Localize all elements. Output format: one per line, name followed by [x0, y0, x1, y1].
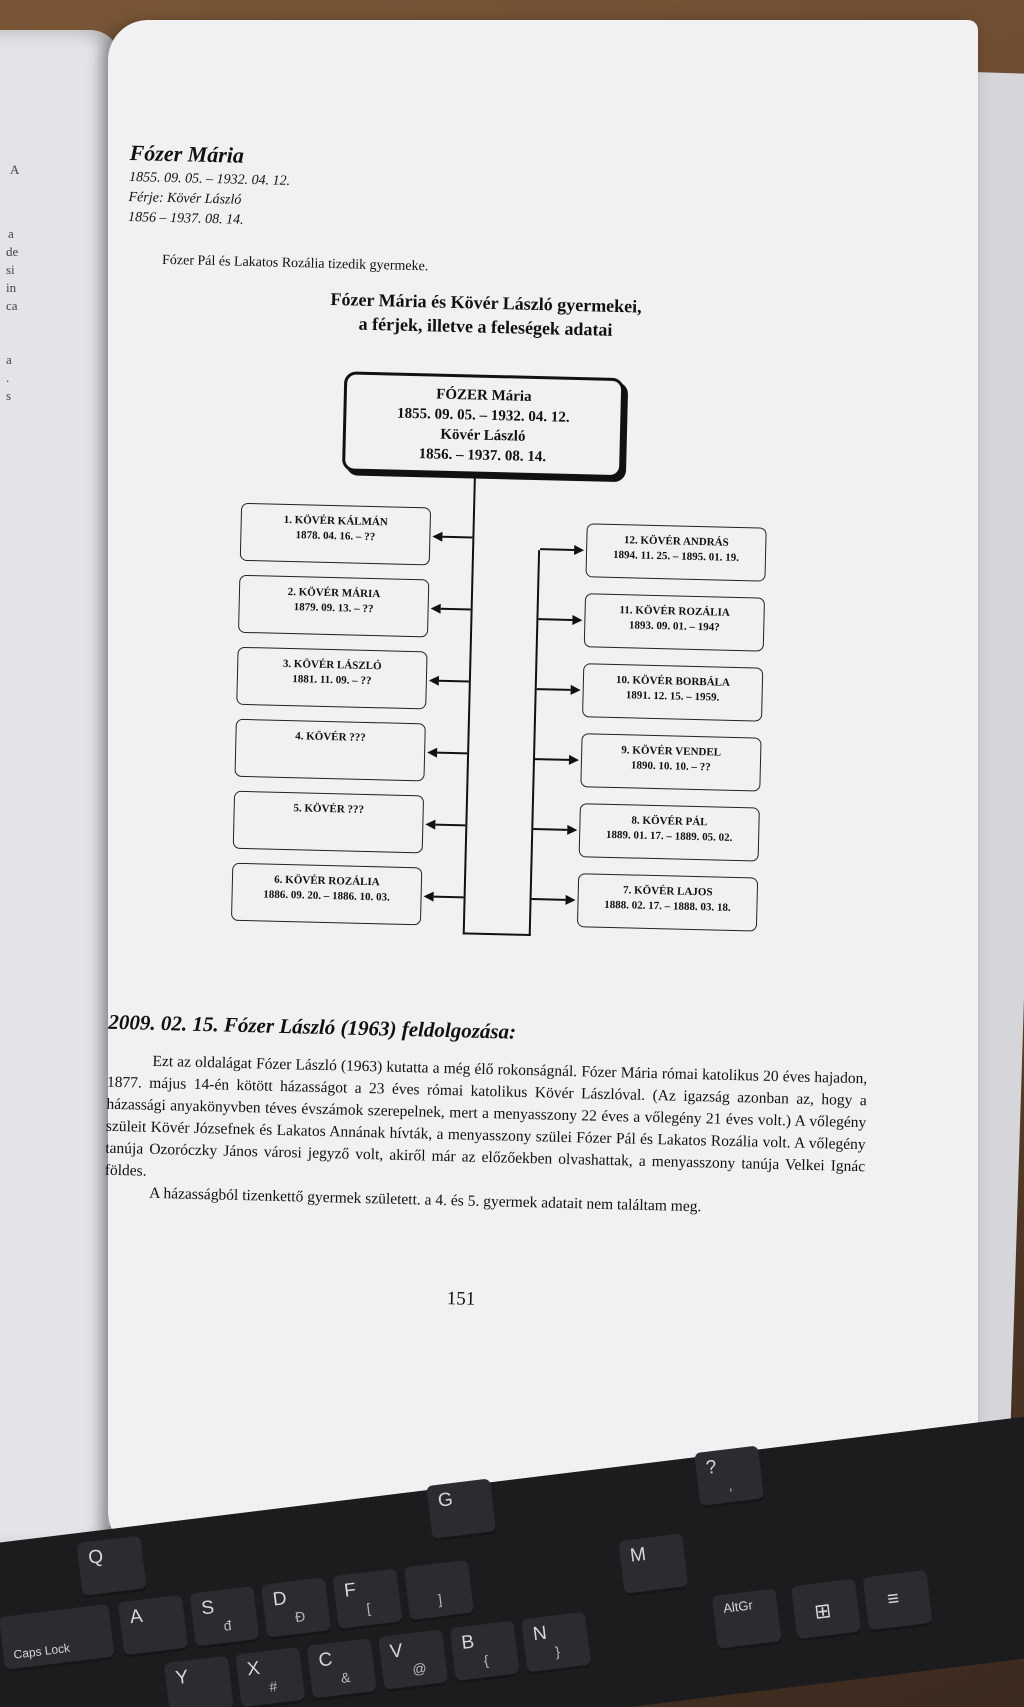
child-name: 3. KÖVÉR LÁSZLÓ: [282, 657, 382, 673]
child-name: 9. KÖVÉR VENDEL: [621, 744, 722, 759]
key-a[interactable]: [118, 1595, 188, 1658]
arrow-line: [540, 548, 574, 551]
child-dates: 1881. 11. 09. – ??: [292, 673, 372, 688]
arrow-line: [442, 536, 472, 539]
windows-key[interactable]: [791, 1579, 861, 1642]
key-y[interactable]: [164, 1656, 234, 1707]
key-label: AltGr: [722, 1597, 754, 1616]
key-x[interactable]: [235, 1647, 305, 1707]
child-node-right: [579, 803, 760, 861]
child-node-left: [238, 575, 429, 638]
left-page-fragment: de: [6, 244, 19, 259]
key-g[interactable]: [426, 1478, 496, 1541]
arrow-right-icon: [569, 755, 579, 765]
child-name: 5. KÖVÉR ???: [293, 802, 365, 816]
arrow-right-icon: [571, 685, 581, 695]
key-s[interactable]: [190, 1586, 260, 1649]
menu-icon: ≡: [886, 1587, 901, 1611]
left-page-fragment: .: [6, 370, 10, 385]
key-q[interactable]: [77, 1535, 147, 1598]
child-node-right: [584, 593, 765, 651]
arrow-left-icon: [429, 675, 439, 685]
key-label: M: [628, 1543, 648, 1567]
arrow-line: [537, 688, 571, 691]
key-sublabel: [: [365, 1599, 372, 1617]
key-altgr[interactable]: [712, 1588, 782, 1651]
arrow-left-icon: [432, 532, 442, 542]
section-heading: 2009. 02. 15. Fózer László (1963) feldolgozása:: [108, 1009, 517, 1044]
left-page-fragment: a: [6, 352, 12, 367]
child-node-right: [582, 663, 763, 721]
arrow-line: [532, 898, 566, 901]
right-branch-line: [529, 550, 540, 936]
chart-title-line: a férjek, illetve a feleségek adatai: [358, 313, 613, 340]
arrow-line: [435, 824, 465, 827]
child-node-left: [233, 791, 424, 854]
root-spouse: Kövér László: [440, 426, 526, 445]
root-name: FÓZER Mária: [435, 386, 532, 405]
key-sublabel: &: [339, 1668, 352, 1686]
root-dates: 1855. 09. 05. – 1932. 04. 12.: [396, 405, 570, 426]
key-n[interactable]: [521, 1612, 591, 1675]
arrow-left-icon: [427, 747, 437, 757]
body-text: [104, 1050, 868, 1223]
person-name-heading: Fózer Mária: [129, 140, 245, 168]
key-label: F: [343, 1579, 358, 1602]
child-node-right: [577, 873, 758, 931]
root-person-box: [342, 371, 624, 478]
bottom-connector-line: [463, 932, 531, 936]
key-label: G: [436, 1489, 455, 1512]
page-content: [100, 140, 960, 1390]
child-name: 2. KÖVÉR MÁRIA: [287, 585, 381, 601]
child-dates: 1878. 04. 16. – ??: [295, 529, 376, 544]
child-name: 6. KÖVÉR ROZÁLIA: [274, 873, 380, 889]
paragraph: Ezt az oldalágat Fózer László (1963) kutatta a még élő rokonságnál. Fózer Mária római katolikus 20 éves hajadon, 1877. május 14-én kötött házasságot a 23 éves római katolikus Kövér Lászlóval. (Az igazság azonban az, hogy a házassági anyakönyvben téves évszámok szerepelnek, mert a menyasszony 22 éves a vőlegény 21 éves volt.) A vőlegény szüleit Kövér Józsefnek és Lakatos Annának hívták, a menyasszony szülei Fózer Pál és Lakatos Rozália volt. A vőlegény tanúja Ozoróczky János városi jegyző volt, akiről már az előzőekben olvashattak, a menyasszony tanúja Velkei Ignác földes.: [104, 1052, 868, 1180]
left-page-fragment: si: [6, 262, 15, 277]
key-label: V: [388, 1640, 405, 1663]
key-sublabel: ,: [727, 1476, 734, 1494]
child-name: 4. KÖVÉR ???: [295, 730, 366, 744]
child-node-left: [236, 647, 427, 710]
key-label: N: [531, 1622, 548, 1646]
child-name: 10. KÖVÉR BORBÁLA: [615, 674, 731, 689]
key-b[interactable]: [450, 1621, 520, 1684]
main-trunk-line: [463, 475, 476, 935]
key-label: X: [245, 1657, 262, 1681]
child-dates: 1889. 01. 17. – 1889. 05. 02.: [605, 828, 733, 844]
key-label: A: [128, 1605, 144, 1629]
left-page-fragment: A: [10, 162, 20, 177]
book-page: [104, 20, 978, 1560]
key-label: Y: [174, 1666, 190, 1690]
child-dates: 1879. 09. 13. – ??: [293, 601, 374, 616]
chart-title-line: Fózer Mária és Kövér László gyermekei,: [330, 288, 642, 317]
arrow-line: [535, 758, 569, 761]
key-bracket[interactable]: [404, 1560, 474, 1623]
windows-icon: ⊞: [813, 1599, 833, 1624]
key-label: S: [200, 1597, 216, 1620]
left-page-fragment: ca: [6, 298, 18, 313]
arrow-line: [533, 828, 567, 831]
arrow-right-icon: [567, 825, 577, 835]
child-node-right: [580, 733, 761, 791]
child-dates: 1891. 12. 15. – 1959.: [625, 689, 720, 704]
key-label: ?: [704, 1456, 718, 1479]
key-d[interactable]: [261, 1577, 331, 1640]
child-name: 11. KÖVÉR ROZÁLIA: [619, 604, 730, 619]
key-caps-lock[interactable]: [0, 1604, 115, 1673]
key-label: D: [271, 1588, 288, 1611]
key-m[interactable]: [618, 1533, 688, 1596]
child-node-left: [231, 863, 422, 926]
child-node-right: [585, 523, 766, 581]
key-sublabel: @: [411, 1659, 428, 1678]
child-dates: 1890. 10. 10. – ??: [630, 759, 711, 774]
chart-title: [275, 286, 696, 344]
child-dates: 1893. 09. 01. – 194?: [628, 619, 720, 634]
left-page-fragment: a: [8, 226, 14, 241]
key-c[interactable]: [307, 1638, 377, 1701]
arrow-line: [538, 618, 572, 621]
key-label: Q: [87, 1546, 105, 1569]
child-dates: 1888. 02. 17. – 1888. 03. 18.: [604, 898, 731, 914]
child-node-left: [240, 503, 431, 566]
left-page-fragment: in: [6, 280, 17, 295]
spouse-dates: 1856 – 1937. 08. 14.: [127, 209, 244, 228]
key-sublabel: {: [482, 1651, 490, 1669]
paragraph: A házasságból tizenkettő gyermek született. a 4. és 5. gyermek adatait nem találtam meg.: [149, 1184, 702, 1216]
intro-text: Fózer Pál és Lakatos Rozália tizedik gyermeke.: [161, 252, 429, 275]
arrow-line: [437, 752, 467, 755]
child-name: 12. KÖVÉR ANDRÁS: [623, 534, 729, 549]
left-page-fragment: s: [6, 388, 12, 403]
arrow-right-icon: [574, 545, 584, 555]
arrow-line: [441, 608, 471, 611]
key-sublabel: }: [554, 1643, 561, 1660]
arrow-line: [434, 896, 464, 899]
key-f[interactable]: [332, 1568, 402, 1631]
arrow-right-icon: [565, 895, 575, 905]
page-number: 151: [446, 1288, 476, 1310]
arrow-left-icon: [423, 891, 433, 901]
arrow-line: [439, 680, 469, 683]
menu-key[interactable]: [863, 1570, 933, 1633]
key-label: C: [317, 1648, 334, 1672]
key-label: B: [460, 1631, 476, 1654]
key-sublabel: ]: [437, 1591, 443, 1608]
key-v[interactable]: [378, 1629, 448, 1692]
child-name: 8. KÖVÉR PÁL: [631, 814, 708, 829]
spouse-name: Férje: Kövér László: [128, 189, 242, 208]
child-name: 7. KÖVÉR LAJOS: [622, 884, 713, 899]
key-question[interactable]: [694, 1445, 764, 1508]
arrow-left-icon: [431, 603, 441, 613]
child-node-left: [234, 719, 425, 782]
key-label: Caps Lock: [12, 1640, 71, 1662]
arrow-right-icon: [572, 615, 582, 625]
key-sublabel: đ: [222, 1617, 233, 1634]
root-spouse-dates: 1856. – 1937. 08. 14.: [418, 446, 547, 466]
child-name: 1. KÖVÉR KÁLMÁN: [283, 513, 388, 529]
child-dates: 1894. 11. 25. – 1895. 01. 19.: [612, 548, 740, 565]
key-sublabel: #: [268, 1677, 279, 1695]
key-sublabel: Đ: [294, 1607, 307, 1626]
child-dates: 1886. 09. 20. – 1886. 10. 03.: [263, 888, 390, 904]
person-dates: 1855. 09. 05. – 1932. 04. 12.: [128, 169, 291, 189]
arrow-left-icon: [425, 819, 435, 829]
